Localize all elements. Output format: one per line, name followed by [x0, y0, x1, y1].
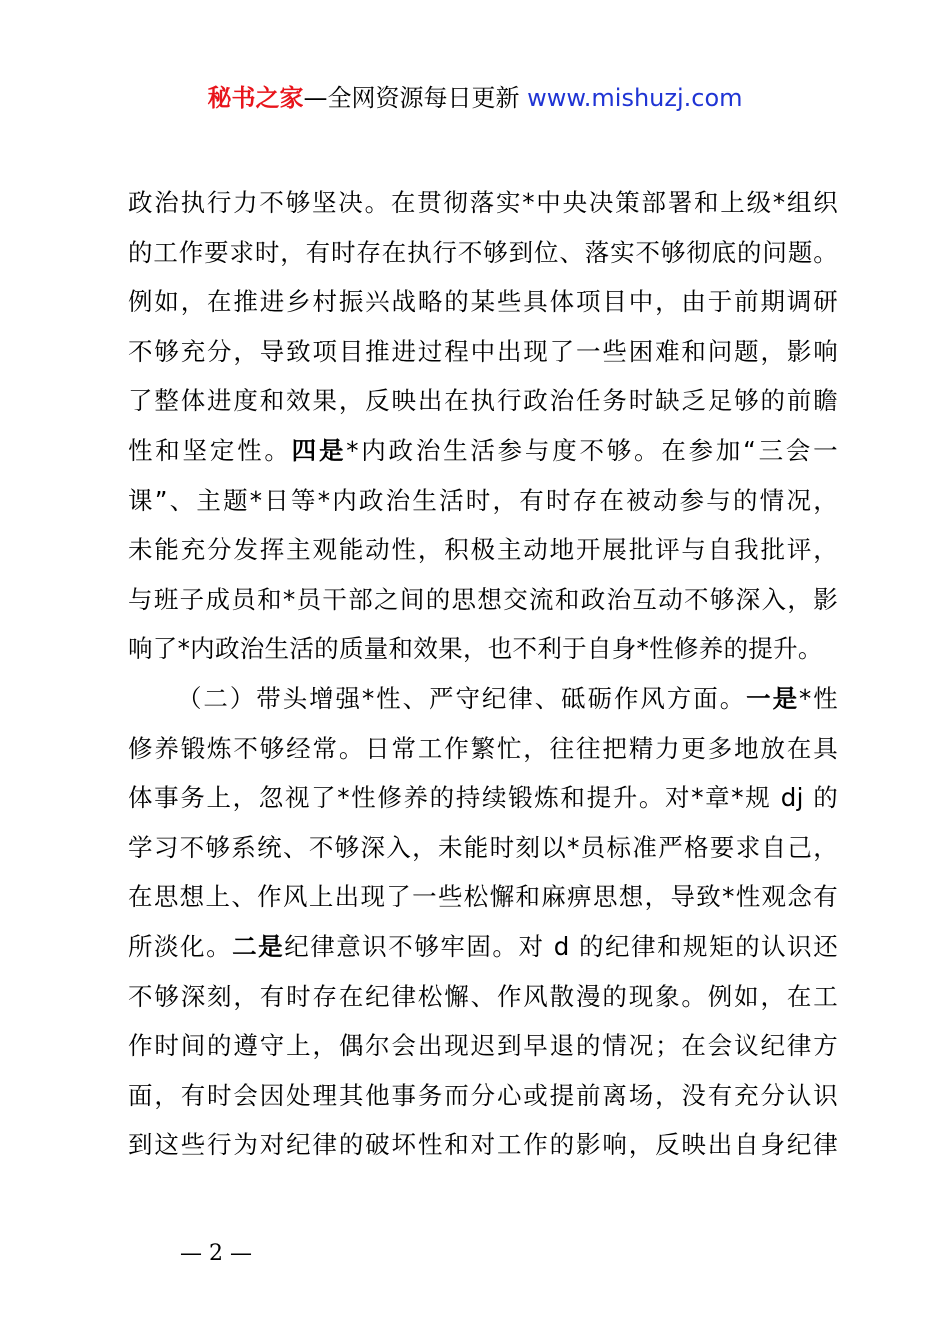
text-segment: 纪律意识不够牢固。对 d 的纪律和规矩的认识还 — [284, 931, 839, 961]
document-body — [128, 178, 838, 1170]
text-line — [128, 624, 838, 674]
text-line — [128, 525, 838, 575]
text-segment: 不够深刻，有时存在纪律松懈、作风散漫的现象。例如，在工 — [128, 981, 838, 1011]
text-line — [128, 327, 838, 377]
text-line — [128, 476, 838, 526]
text-line — [128, 426, 838, 476]
bold-label: 一是 — [746, 683, 799, 713]
text-line — [128, 922, 838, 972]
text-segment: 例如，在推进乡村振兴战略的某些具体项目中，由于前期调研 — [128, 287, 838, 317]
text-line — [128, 178, 838, 228]
banner-tagline: —全网资源每日更新 — [303, 84, 520, 112]
text-line — [128, 376, 838, 426]
text-segment: 在思想上、作风上出现了一些松懈和麻痹思想，导致*性观念有 — [128, 882, 838, 912]
text-line — [128, 575, 838, 625]
text-line — [128, 1120, 838, 1170]
text-line — [128, 1021, 838, 1071]
text-segment: 所淡化。 — [128, 931, 233, 961]
text-line — [128, 228, 838, 278]
text-line — [128, 823, 838, 873]
site-url-link[interactable]: www.mishuzj.com — [527, 84, 743, 112]
site-banner — [0, 80, 950, 116]
text-segment: （二）带头增强*性、严守纪律、砥砺作风方面。 — [177, 683, 747, 713]
text-segment: 政治执行力不够坚决。在贯彻落实*中央决策部署和上级*组织 — [128, 188, 838, 217]
text-segment: *性 — [799, 683, 838, 713]
text-segment: 响了*内政治生活的质量和效果，也不利于自身*性修养的提升。 — [128, 634, 823, 664]
text-segment: 到这些行为对纪律的破坏性和对工作的影响，反映出自身纪律 — [128, 1130, 838, 1160]
text-segment: 了整体进度和效果，反映出在执行政治任务时缺乏足够的前瞻 — [128, 386, 838, 416]
bold-label: 四是 — [291, 435, 347, 465]
text-segment: 与班子成员和*员干部之间的思想交流和政治互动不够深入，影 — [128, 584, 838, 614]
text-line — [128, 1071, 838, 1121]
text-segment: 课”、主题*日等*内政治生活时，有时存在被动参与的情况， — [128, 485, 838, 515]
text-line — [128, 724, 838, 774]
text-segment: 面，有时会因处理其他事务而分心或提前离场，没有充分认识 — [128, 1080, 838, 1110]
text-segment: 修养锻炼不够经常。日常工作繁忙，往往把精力更多地放在具 — [128, 733, 838, 763]
text-line — [128, 674, 838, 724]
text-segment: 的工作要求时，有时存在执行不够到位、落实不够彻底的问题。 — [128, 237, 838, 267]
text-line — [128, 277, 838, 327]
text-segment: 性和坚定性。 — [128, 435, 292, 465]
text-line — [128, 972, 838, 1022]
text-segment: 不够充分，导致项目推进过程中出现了一些困难和问题，影响 — [128, 336, 838, 366]
bold-label: 二是 — [232, 931, 285, 961]
text-segment: 未能充分发挥主观能动性，积极主动地开展批评与自我批评， — [128, 535, 838, 565]
text-line — [128, 872, 838, 922]
text-line — [128, 773, 838, 823]
page-number: — 2 — — [180, 1241, 252, 1266]
brand-name: 秘书之家 — [207, 84, 304, 112]
text-segment: 作时间的遵守上，偶尔会出现迟到早退的情况；在会议纪律方 — [128, 1031, 838, 1061]
text-segment: *内政治生活参与度不够。在参加“三会一 — [346, 435, 838, 465]
text-segment: 体事务上，忽视了*性修养的持续锻炼和提升。对*章*规 dj 的 — [128, 783, 838, 813]
text-segment: 学习不够系统、不够深入，未能时刻以*员标准严格要求自己， — [128, 832, 838, 862]
